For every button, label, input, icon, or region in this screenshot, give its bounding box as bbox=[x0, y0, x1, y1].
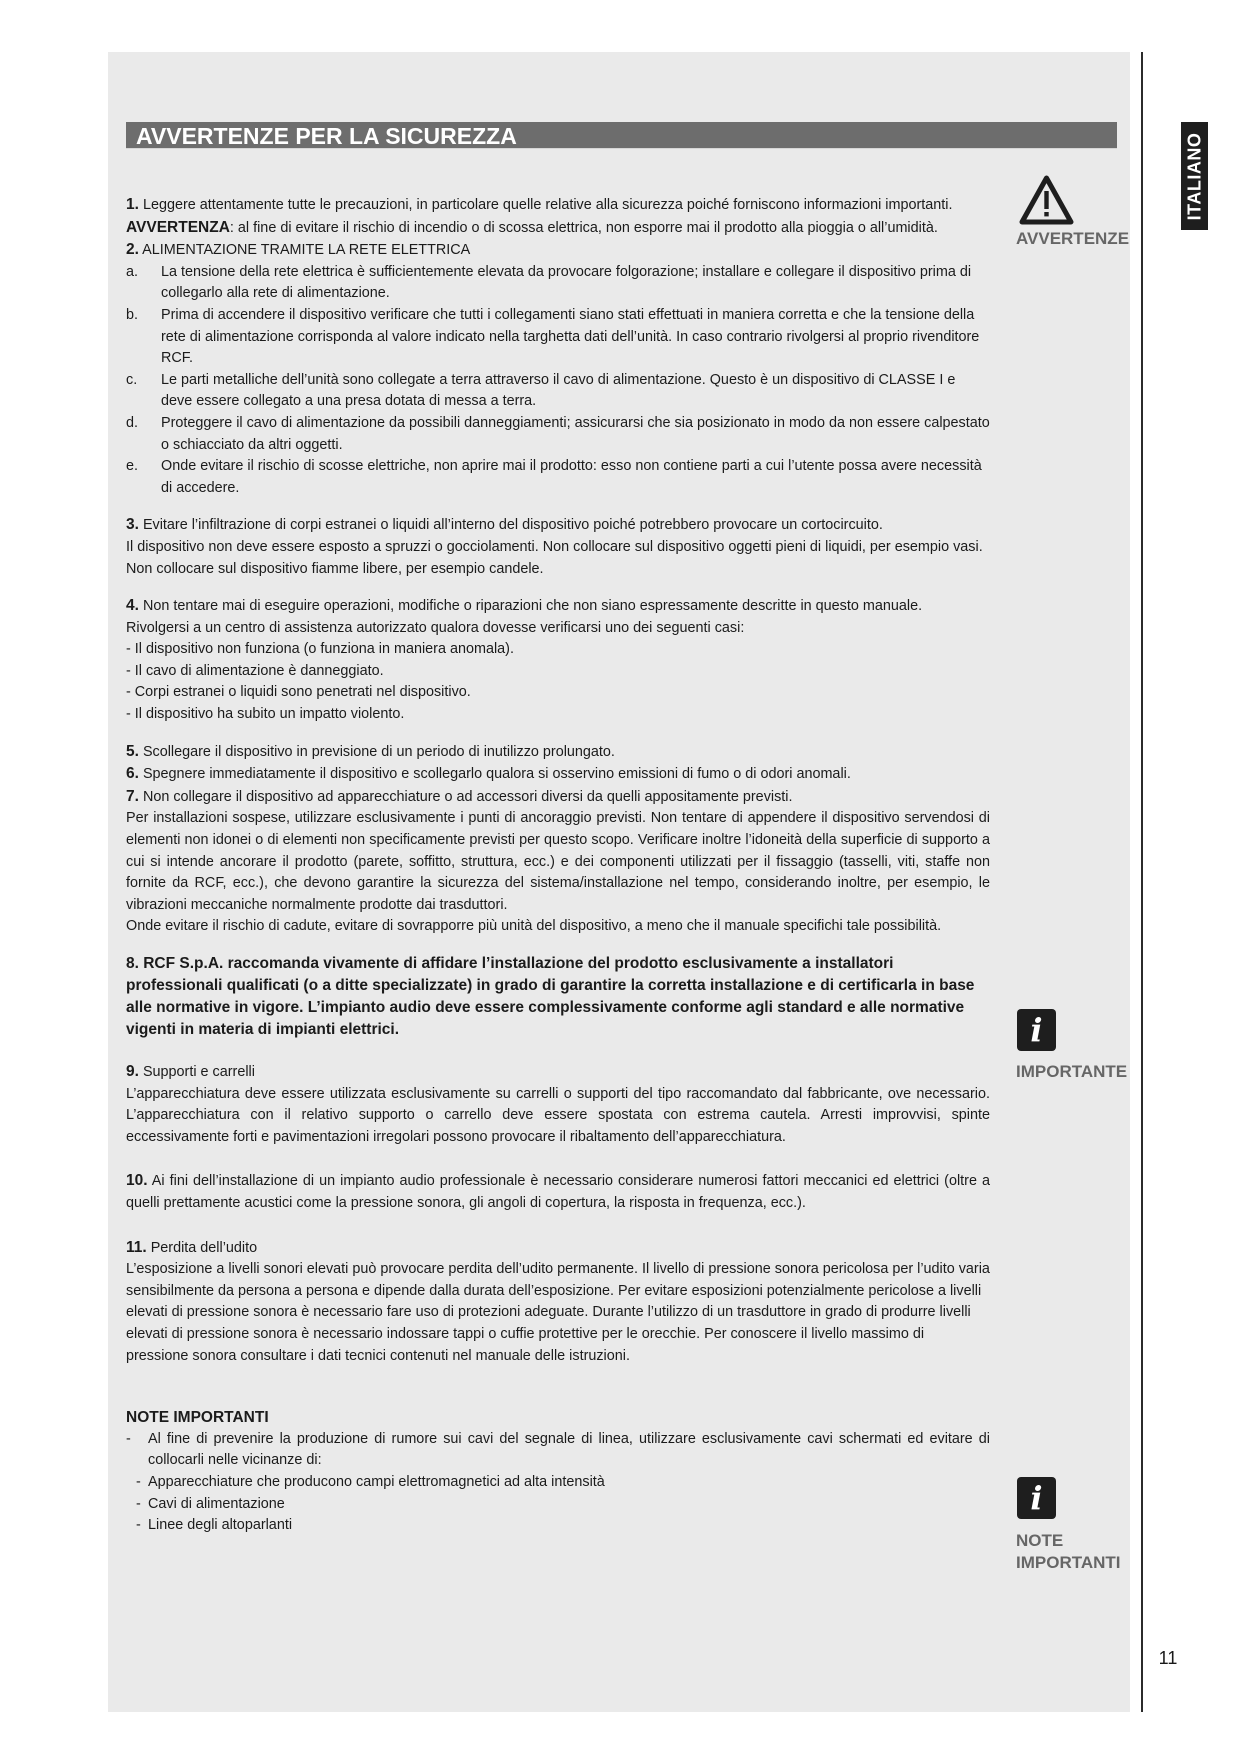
section-3: 3. Evitare l’infiltrazione di corpi estranei o liquidi all’interno del dispositivo poiché potrebbero provocare un cortocircuito. Il dispositivo non deve essere esposto a spruzzi o gocciolamenti. Non collocare sul dispositivo oggetti pieni di liquidi, per esempio vasi. Non collocare sul dispositivo fiamme libere, per esempio candele. bbox=[126, 516, 983, 577]
safety-content bbox=[126, 194, 990, 1537]
section-8: 8. RCF S.p.A. raccomanda vivamente di affidare l’installazione del prodotto esclusivamente a installatori professionali qualificati (o a ditte specializzate) in grado di garantire la corretta installazione e di certificarla in base alle normative in vigore. L’impianto audio deve essere complessivamente conforme agli standard e alle normative vigenti in materia di impianti elettrici. bbox=[126, 955, 975, 1038]
section-5: 5. Scollegare il dispositivo in previsione di un periodo di inutilizzo prolungato. bbox=[126, 742, 615, 760]
list-item: - Linee degli altoparlanti bbox=[136, 1517, 293, 1534]
list-item: - Apparecchiature che producono campi elettromagnetici ad alta intensità bbox=[136, 1473, 605, 1490]
section-number: 11. bbox=[126, 1238, 147, 1256]
notes-section bbox=[126, 1407, 990, 1537]
list-item: a. La tensione della rete elettrica è sufficientemente elevata da provocare folgorazione; installare e collegare il dispositivo prima di collegarlo alla rete di alimentazione. bbox=[126, 263, 972, 302]
info-icon bbox=[1017, 1477, 1056, 1519]
side-label-notes-line2: IMPORTANTI bbox=[1016, 1553, 1121, 1572]
section-9: 9. Supporti e carrelli L’apparecchiatura deve essere utilizzata esclusivamente su carrelli o supporti del tipo raccomandato dal fabbricante, ove necessario. L’apparecchiatura con il relativo supporto o carrello deve essere spostata con estrema cautela. Arresti improvvisi, spinte eccessivamente forti e pavimentazioni irregolari possono provocare il ribaltamento dell’apparecchiatura. bbox=[126, 1063, 990, 1145]
warning-paragraph bbox=[126, 217, 990, 240]
section-7: 7. Non collegare il dispositivo ad apparecchiature o ad accessori diversi da quelli appositamente previsti. Per installazioni sospese, utilizzare esclusivamente i punti di ancoraggio previsti. Non tentare di appendere il dispositivo servendosi di elementi non idonei o di elementi non specificamente previsti per questo scopo. Verificare inoltre l’idoneità della superficie di supporto a cui si intende ancorare il prodotto (parete, soffitto, struttura, ecc.) e dei componenti utilizzati per il fissaggio (tasselli, viti, staffe non fornite da RCF, ecc.), che devono garantire la sicurezza del sistema/installazione nel tempo, considerando inoltre, per esempio, le vibrazioni meccaniche normalmente prodotte dai trasduttori. Onde evitare il rischio di cadute, evitare di sovrapporre più unità del dispositivo, a meno che il manuale specifichi tale possibilità. bbox=[126, 787, 990, 935]
list-item: b. Prima di accendere il dispositivo verificare che tutti i collegamenti siano stati effettuati in maniera corretta e che la tensione della rete di alimentazione corrisponda al valore indicato nella targhetta dati dell’unità. In caso contrario rivolgersi al proprio rivenditore RCF. bbox=[126, 306, 980, 367]
section-number: 3. bbox=[126, 516, 139, 534]
warning-label: AVVERTENZA bbox=[126, 218, 230, 236]
section-number: 5. bbox=[126, 742, 139, 760]
section-title: Perdita dell’udito bbox=[150, 1239, 258, 1256]
section-10: 10. Ai fini dell’installazione di un impianto audio professionale è necessario considerare numerosi fattori meccanici ed elettrici (oltre a quelli prettamente acustici come la pressione sonora, gli angoli di copertura, la risposta in frequenza, ecc.). bbox=[126, 1172, 990, 1211]
section-number: 7. bbox=[126, 787, 139, 805]
side-label-notes-line1: NOTE bbox=[1016, 1531, 1064, 1550]
power-list bbox=[126, 262, 990, 500]
section-1 bbox=[126, 194, 990, 217]
section-6: 6. Spegnere immediatamente il dispositivo e scollegarlo qualora si osservino emissioni di fumo o di odori anomali. bbox=[126, 765, 851, 783]
section-number: 6. bbox=[126, 765, 139, 783]
section-2 bbox=[126, 239, 990, 499]
margin-rule bbox=[1141, 52, 1143, 1712]
info-icon-glyph: i bbox=[1030, 1011, 1043, 1049]
list-item: e. Onde evitare il rischio di scosse elettriche, non aprire mai il prodotto: esso non contiene parti a cui l’utente possa avere necessità di accedere. bbox=[126, 458, 982, 496]
section-title: Supporti e carrelli bbox=[142, 1064, 255, 1080]
page-title: AVVERTENZE PER LA SICUREZZA bbox=[136, 123, 517, 149]
list-item: - Al fine di prevenire la produzione di rumore sui cavi del segnale di linea, utilizzare esclusivamente cavi schermati ed evitare di collocarli nelle vicinanze di: bbox=[126, 1430, 990, 1469]
list-item: c. Le parti metalliche dell’unità sono collegate a terra attraverso il cavo di alimentazione. Questo è un dispositivo di CLASSE I e deve essere collegato a una presa dotata di messa a terra. bbox=[126, 371, 956, 410]
info-icon-glyph: i bbox=[1030, 1479, 1043, 1517]
list-item: - Cavi di alimentazione bbox=[136, 1495, 285, 1512]
info-icon bbox=[1017, 1009, 1056, 1051]
section-title-bar bbox=[126, 122, 1117, 149]
side-label-warnings: AVVERTENZE bbox=[1016, 229, 1130, 248]
section-number: 10. bbox=[126, 1172, 148, 1190]
list-item: d. Proteggere il cavo di alimentazione da possibili danneggiamenti; assicurarsi che sia posizionato in modo da non essere calpestato o schiacciato da altri oggetti. bbox=[126, 414, 990, 453]
section-number: 9. bbox=[126, 1063, 139, 1080]
section-text: Leggere attentamente tutte le precauzioni, in particolare quelle relative alla sicurezza poiché forniscono informazioni importanti. bbox=[142, 197, 953, 213]
notes-title: NOTE IMPORTANTI bbox=[126, 1409, 269, 1427]
language-tab-label: ITALIANO bbox=[1184, 132, 1204, 220]
section-4: 4. Non tentare mai di eseguire operazioni, modifiche o riparazioni che non siano espressamente descritte in questo manuale. Rivolgersi a un centro di assistenza autorizzato qualora dovesse verificarsi uno dei seguenti casi: - Il dispositivo non funziona (o funziona in maniera anomala). - Il cavo di alimentazione è danneggiato. - Corpi estranei o liquidi sono penetrati nel dispositivo. - Il dispositivo ha subito un impatto violento. bbox=[126, 597, 923, 723]
section-title: ALIMENTAZIONE TRAMITE LA RETE ELETTRICA bbox=[142, 242, 471, 259]
side-label-notes bbox=[1016, 1530, 1121, 1574]
page-number: 11 bbox=[1158, 1648, 1178, 1668]
language-tab bbox=[1181, 122, 1208, 230]
side-label-important: IMPORTANTE bbox=[1016, 1062, 1128, 1081]
section-number: 1. bbox=[126, 196, 139, 213]
section-number: 2. bbox=[126, 241, 139, 259]
section-11: 11. Perdita dell’udito L’esposizione a livelli sonori elevati può provocare perdita dell’udito permanente. Il livello di pressione sonora pericolosa per l’udito varia sensibilmente da persona a persona e dipende dalla durata dell’esposizione. Per evitare esposizioni potenzialmente pericolose a livelli elevati di pressione sonora è necessario fare uso di protezioni adeguate. Durante l’utilizzo di un trasduttore in grado di produrre livelli elevati di pressione sonora è necessario indossare tappi o cuffie protettive per le orecchie. Per conoscere il livello massimo di pressione sonora consultare i dati tecnici contenuti nel manuale delle istruzioni. bbox=[126, 1238, 990, 1364]
warning-triangle-icon bbox=[1019, 175, 1074, 225]
section-number: 4. bbox=[126, 597, 139, 615]
warning-text: : al fine di evitare il rischio di incendio o di scossa elettrica, non esporre mai il prodotto alla pioggia o all’umidità. bbox=[229, 219, 938, 236]
